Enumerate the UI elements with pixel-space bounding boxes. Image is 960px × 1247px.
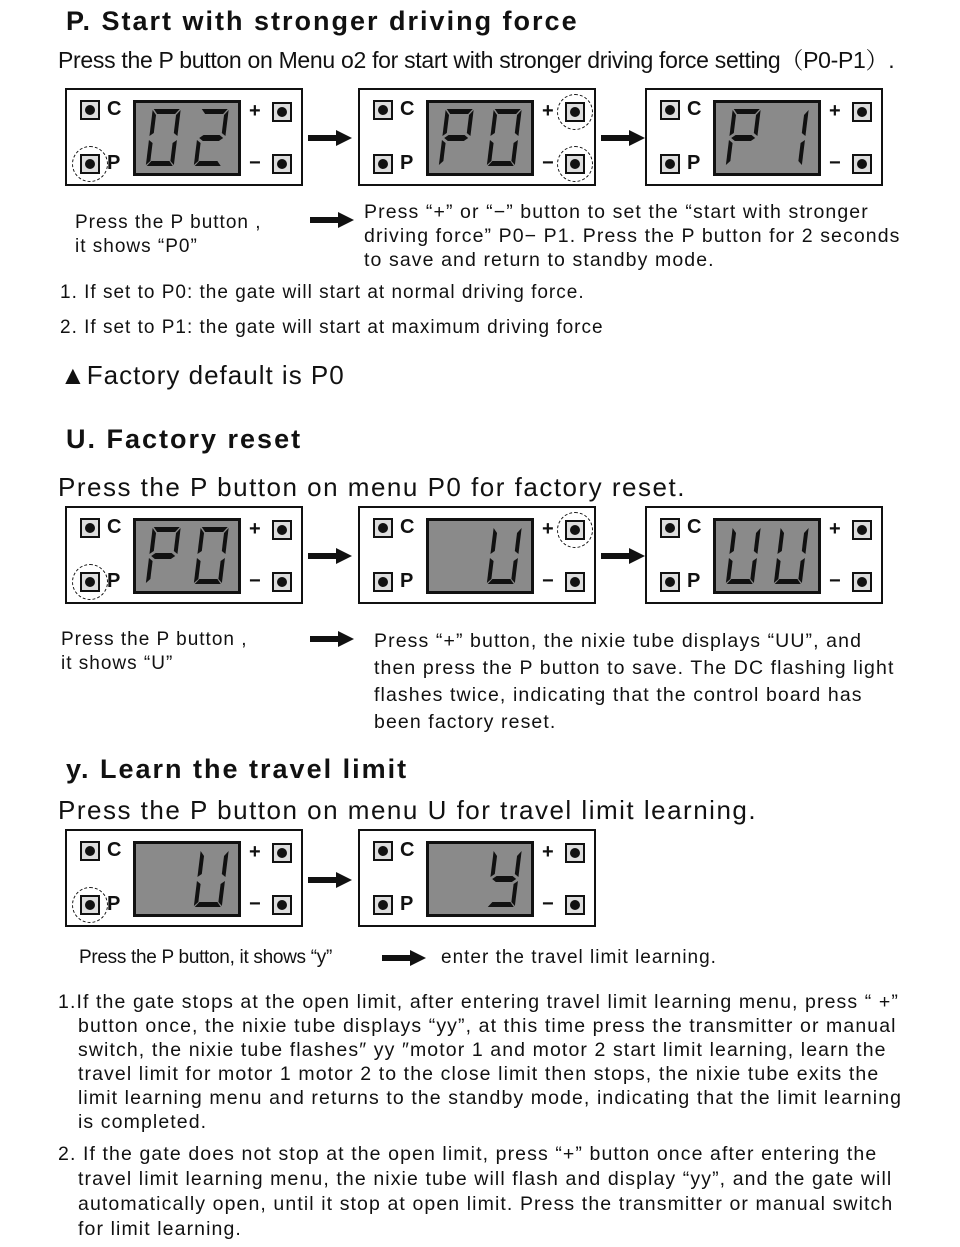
note-1: 1. If set to P0: the gate will start at normal driving force.: [60, 282, 585, 303]
note-2: 2. If set to P1: the gate will start at maximum driving force: [60, 317, 604, 338]
minus-button[interactable]: [272, 572, 292, 592]
control-panel: [358, 506, 596, 604]
minus-label: −: [542, 570, 554, 592]
control-panel: [65, 88, 303, 186]
minus-button[interactable]: [852, 154, 872, 174]
minus-label: −: [829, 570, 841, 592]
c-button[interactable]: [373, 518, 393, 538]
minus-button[interactable]: [272, 154, 292, 174]
caption-left-1: Press the P button ,: [61, 629, 248, 650]
plus-button[interactable]: [272, 102, 292, 122]
seven-segment-display: [426, 518, 534, 594]
minus-label: −: [249, 152, 261, 174]
control-panel: [65, 506, 303, 604]
digit: [770, 525, 812, 592]
learning-note-1: 1.If the gate stops at the open limit, after entering travel limit learning menu, press “ +” button once, the nixie tube displays “yy”, at this time press the transmitter or manual switch, the nixie tube flashes″ yy ″motor 1 and motor 2 start limit learning, learn the travel limit for motor 1 motor 2 to the close limit then stops, the nixie tube exits the limit learning menu and returns to the standby mode, indicating that the limit learning is completed.: [58, 991, 903, 1133]
arrow-icon: [310, 631, 354, 647]
digit: [142, 848, 184, 915]
arrow-icon: [308, 130, 352, 146]
highlight-circle: [557, 512, 593, 548]
p-label: P: [687, 570, 701, 592]
digit: [722, 525, 764, 592]
digit: [722, 107, 764, 174]
minus-button[interactable]: [565, 572, 585, 592]
caption-left-1: Press the P button ,: [75, 212, 262, 233]
seven-segment-display: [426, 841, 534, 917]
arrow-icon: [308, 548, 352, 564]
control-panel: [65, 829, 303, 927]
p-label: P: [400, 570, 414, 592]
learning-note-2: 2. If the gate does not stop at the open limit, press “+” button once after entering the travel limit learning menu, the nixie tube will flash and display “yy”, and the gate will automatically open, until it stop at open limit. Press the transmitter or manual switch for limit learning.: [58, 1143, 894, 1240]
arrow-icon: [601, 548, 645, 564]
highlight-circle: [72, 887, 108, 923]
digit: [483, 107, 525, 174]
digit: [190, 525, 232, 592]
arrow-icon: [382, 950, 426, 966]
plus-button[interactable]: [272, 843, 292, 863]
c-button[interactable]: [373, 100, 393, 120]
factory-default-note: ▲Factory default is P0: [60, 360, 345, 390]
plus-button[interactable]: [272, 520, 292, 540]
plus-button[interactable]: [852, 520, 872, 540]
seven-segment-display: [133, 518, 241, 594]
highlight-circle: [557, 94, 593, 130]
section-p-intro: Press the P button on Menu o2 for start with stronger driving force setting（P0-P1）.: [58, 47, 895, 73]
section-u-title: U. Factory reset: [66, 424, 303, 454]
seven-segment-display: [133, 841, 241, 917]
c-button[interactable]: [80, 841, 100, 861]
minus-label: −: [542, 152, 554, 174]
digit: [483, 848, 525, 915]
highlight-circle: [557, 146, 593, 182]
p-button[interactable]: [373, 895, 393, 915]
caption-left: Press the P button, it shows “y”: [79, 947, 332, 968]
c-button[interactable]: [80, 100, 100, 120]
p-button[interactable]: [660, 154, 680, 174]
p-label: P: [687, 152, 701, 174]
section-y-intro: Press the P button on menu U for travel limit learning.: [58, 795, 758, 825]
digit: [770, 107, 812, 174]
digit: [190, 848, 232, 915]
highlight-circle: [72, 564, 108, 600]
digit: [435, 107, 477, 174]
p-label: P: [107, 152, 121, 174]
arrow-icon: [310, 212, 354, 228]
plus-label: +: [829, 100, 841, 122]
plus-label: +: [249, 100, 261, 122]
control-panel: [358, 88, 596, 186]
caption-right: Press “+” button, the nixie tube displays “UU”, and then press the P button to save. The DC flashing light flashes twice, indicating that the control board has been factory reset.: [374, 630, 895, 733]
caption-right: enter the travel limit learning.: [441, 947, 717, 968]
p-label: P: [107, 570, 121, 592]
c-label: C: [687, 98, 702, 120]
arrow-icon: [601, 130, 645, 146]
minus-button[interactable]: [565, 895, 585, 915]
section-y-title: y. Learn the travel limit: [66, 754, 409, 784]
p-label: P: [400, 152, 414, 174]
seven-segment-display: [713, 518, 821, 594]
plus-label: +: [542, 518, 554, 540]
p-button[interactable]: [373, 572, 393, 592]
digit: [483, 525, 525, 592]
plus-label: +: [249, 841, 261, 863]
section-u-intro: Press the P button on menu P0 for factory reset.: [58, 472, 686, 502]
caption-left-2: it shows “U”: [61, 653, 174, 674]
seven-segment-display: [133, 100, 241, 176]
plus-label: +: [542, 100, 554, 122]
p-label: P: [400, 893, 414, 915]
minus-label: −: [542, 893, 554, 915]
plus-label: +: [249, 518, 261, 540]
plus-label: +: [542, 841, 554, 863]
c-label: C: [400, 98, 415, 120]
highlight-circle: [72, 146, 108, 182]
c-label: C: [400, 516, 415, 538]
triangle-icon: ▲: [60, 360, 87, 390]
digit: [142, 525, 184, 592]
digit: [190, 107, 232, 174]
minus-label: −: [829, 152, 841, 174]
c-button[interactable]: [80, 518, 100, 538]
seven-segment-display: [426, 100, 534, 176]
section-p-title: P. Start with stronger driving force: [66, 6, 579, 36]
control-panel: [645, 506, 883, 604]
plus-button[interactable]: [852, 102, 872, 122]
minus-button[interactable]: [272, 895, 292, 915]
c-button[interactable]: [660, 100, 680, 120]
c-label: C: [107, 516, 122, 538]
c-label: C: [107, 839, 122, 861]
p-label: P: [107, 893, 121, 915]
digit: [435, 848, 477, 915]
c-label: C: [107, 98, 122, 120]
plus-label: +: [829, 518, 841, 540]
digit: [142, 107, 184, 174]
p-button[interactable]: [660, 572, 680, 592]
p-button[interactable]: [373, 154, 393, 174]
arrow-icon: [308, 872, 352, 888]
plus-button[interactable]: [565, 843, 585, 863]
digit: [435, 525, 477, 592]
minus-button[interactable]: [852, 572, 872, 592]
seven-segment-display: [713, 100, 821, 176]
caption-right: Press “+” or “−” button to set the “start with stronger driving force” P0− P1. Press the P button for 2 seconds to save and return to standby mode.: [364, 201, 901, 271]
c-label: C: [400, 839, 415, 861]
c-button[interactable]: [660, 518, 680, 538]
control-panel: [645, 88, 883, 186]
caption-left-2: it shows “P0”: [75, 236, 198, 257]
minus-label: −: [249, 570, 261, 592]
control-panel: [358, 829, 596, 927]
minus-label: −: [249, 893, 261, 915]
c-button[interactable]: [373, 841, 393, 861]
c-label: C: [687, 516, 702, 538]
